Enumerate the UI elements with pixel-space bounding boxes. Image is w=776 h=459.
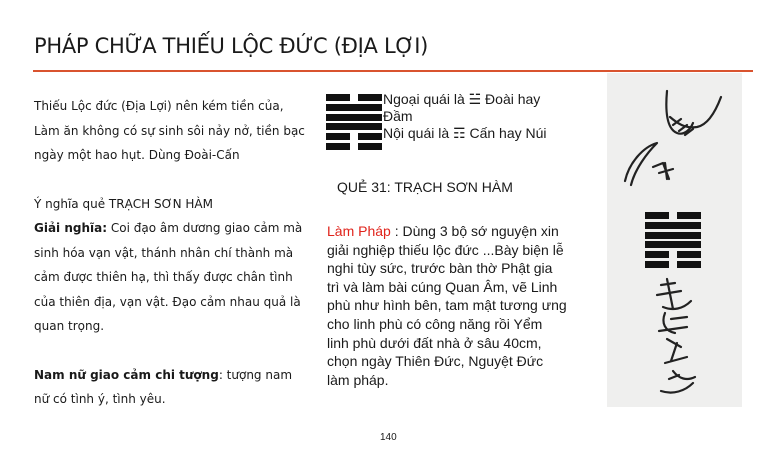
- symbol-text: : tượng nam nữ có tình ý, tình yêu.: [34, 367, 293, 406]
- title-divider: [33, 70, 753, 72]
- spacer: [34, 339, 310, 363]
- hexagram-line-yang: [326, 123, 382, 130]
- hexagram-line-yang: [645, 241, 701, 248]
- spacer: [34, 168, 310, 192]
- page-number: 140: [380, 432, 397, 443]
- hexagram-line-yin: [645, 251, 701, 258]
- hexagram-line-yin: [326, 94, 382, 101]
- hexagram-line-yang: [645, 222, 701, 229]
- hexagram-line-yin: [645, 212, 701, 219]
- outer-trigram: Ngoại quái là ☱ Đoài hay Đầm: [383, 91, 541, 124]
- symbol-paragraph: [34, 363, 310, 412]
- explain-label: Giải nghĩa:: [34, 221, 108, 235]
- talisman-hexagram: [645, 212, 701, 268]
- symbol-label: Nam nữ giao cảm chi tượng: [34, 367, 219, 382]
- trigram-info: [383, 91, 563, 142]
- hexagram-symbol: [326, 94, 382, 150]
- talisman-image: [607, 73, 742, 407]
- meaning-heading: Ý nghĩa quẻ TRẠCH SƠN HÀM: [34, 196, 213, 211]
- inner-trigram: Nội quái là ☶ Cấn hay Núi: [383, 125, 547, 141]
- hexagram-line-yin: [645, 261, 701, 268]
- hexagram-line-yin: [326, 133, 382, 140]
- method-label: Làm Pháp: [327, 223, 391, 239]
- hexagram-line-yang: [326, 104, 382, 111]
- hexagram-line-yin: [326, 143, 382, 150]
- explain-paragraph: [34, 216, 310, 339]
- left-column: [34, 94, 310, 412]
- method-text: : Dùng 3 bộ sớ nguyện xin giải nghiệp thiếu lộc đức ...Bày biện lễ nghi tùy sức, trước bàn thờ Phật gia trì và làm bài cúng Quan Âm, vẽ Linh phù như hình bên, tam mật tương ưng cho linh phù có công năng rồi Yểm linh phù dưới đất nhà ở sâu 40cm, chọn ngày Thiên Đức, Nguyệt Đức làm pháp.: [327, 223, 567, 388]
- intro-paragraph: Thiếu Lộc đức (Địa Lợi) nên kém tiền của, Làm ăn không có sự sinh sôi nảy nở, tiền bạc ngày một hao hụt. Dùng Đoài-Cấn: [34, 99, 305, 162]
- method-paragraph: [327, 222, 567, 389]
- explain-text: Coi đạo âm dương giao cảm mà sinh hóa vạn vật, thánh nhân chí thành mà cảm được thiên hạ, thì thấy được chân tình của thiên địa, vạn vật. Đạo cảm nhau quả là quan trọng.: [34, 221, 303, 333]
- hexagram-line-yang: [645, 232, 701, 239]
- page-title: PHÁP CHỮA THIẾU LỘC ĐỨC (ĐỊA LỢI): [34, 34, 429, 58]
- hexagram-line-yang: [326, 114, 382, 121]
- hexagram-name: QUẺ 31: TRẠCH SƠN HÀM: [337, 179, 513, 195]
